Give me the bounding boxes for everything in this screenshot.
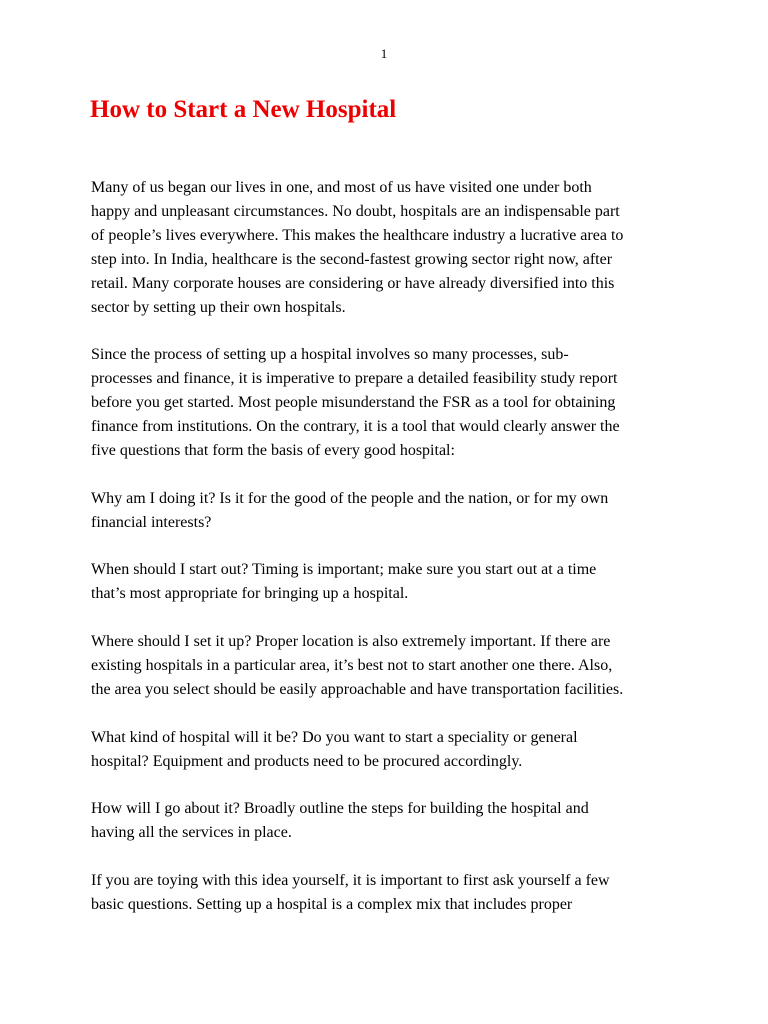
text-line: If you are toying with this idea yourself, it is important to first ask yourself a few xyxy=(91,872,610,890)
text-line: Since the process of setting up a hospital involves so many processes, sub- xyxy=(91,346,569,364)
text-line: Where should I set it up? Proper location is also extremely important. If there are xyxy=(91,633,611,651)
text-line: of people’s lives everywhere. This makes the healthcare industry a lucrative area to xyxy=(91,226,624,244)
paragraph xyxy=(91,176,691,319)
text-line: happy and unpleasant circumstances. No doubt, hospitals are an indispensable part xyxy=(91,202,620,220)
paragraph xyxy=(91,558,691,606)
text-line: the area you select should be easily approachable and have transportation facilities. xyxy=(91,680,624,698)
text-line: Many of us began our lives in one, and most of us have visited one under both xyxy=(91,179,592,196)
page-number: 1 xyxy=(380,46,388,61)
text-line: Why am I doing it? Is it for the good of the people and the nation, or for my own xyxy=(91,489,609,507)
text-line: existing hospitals in a particular area, it’s best not to start another one there. Also, xyxy=(91,657,613,675)
paragraph xyxy=(91,343,691,463)
text-line: hospital? Equipment and products need to be procured accordingly. xyxy=(91,752,523,770)
paragraph xyxy=(91,630,691,702)
text-line: processes and finance, it is imperative to prepare a detailed feasibility study report xyxy=(91,370,618,388)
text-line: before you get started. Most people misunderstand the FSR as a tool for obtaining xyxy=(91,394,616,412)
text-line: basic questions. Setting up a hospital is a complex mix that includes proper xyxy=(91,896,573,914)
text-line: When should I start out? Timing is important; make sure you start out at a time xyxy=(91,561,597,579)
paragraph xyxy=(91,487,691,535)
text-line: financial interests? xyxy=(91,513,212,531)
text-line: having all the services in place. xyxy=(91,824,292,842)
text-line: five questions that form the basis of every good hospital: xyxy=(91,441,455,459)
document-title: How to Start a New Hospital xyxy=(90,96,397,123)
paragraph xyxy=(91,726,691,774)
text-line: that’s most appropriate for bringing up a hospital. xyxy=(91,585,409,603)
text-line: retail. Many corporate houses are considering or have already diversified into this xyxy=(91,274,615,292)
paragraph xyxy=(91,797,691,845)
text-line: sector by setting up their own hospitals. xyxy=(91,298,346,316)
document-body xyxy=(91,176,691,941)
paragraph xyxy=(91,869,691,917)
text-line: How will I go about it? Broadly outline the steps for building the hospital and xyxy=(91,800,589,818)
text-line: finance from institutions. On the contrary, it is a tool that would clearly answer the xyxy=(91,418,620,436)
text-line: step into. In India, healthcare is the second-fastest growing sector right now, after xyxy=(91,250,613,268)
text-line: What kind of hospital will it be? Do you want to start a speciality or general xyxy=(91,728,578,746)
